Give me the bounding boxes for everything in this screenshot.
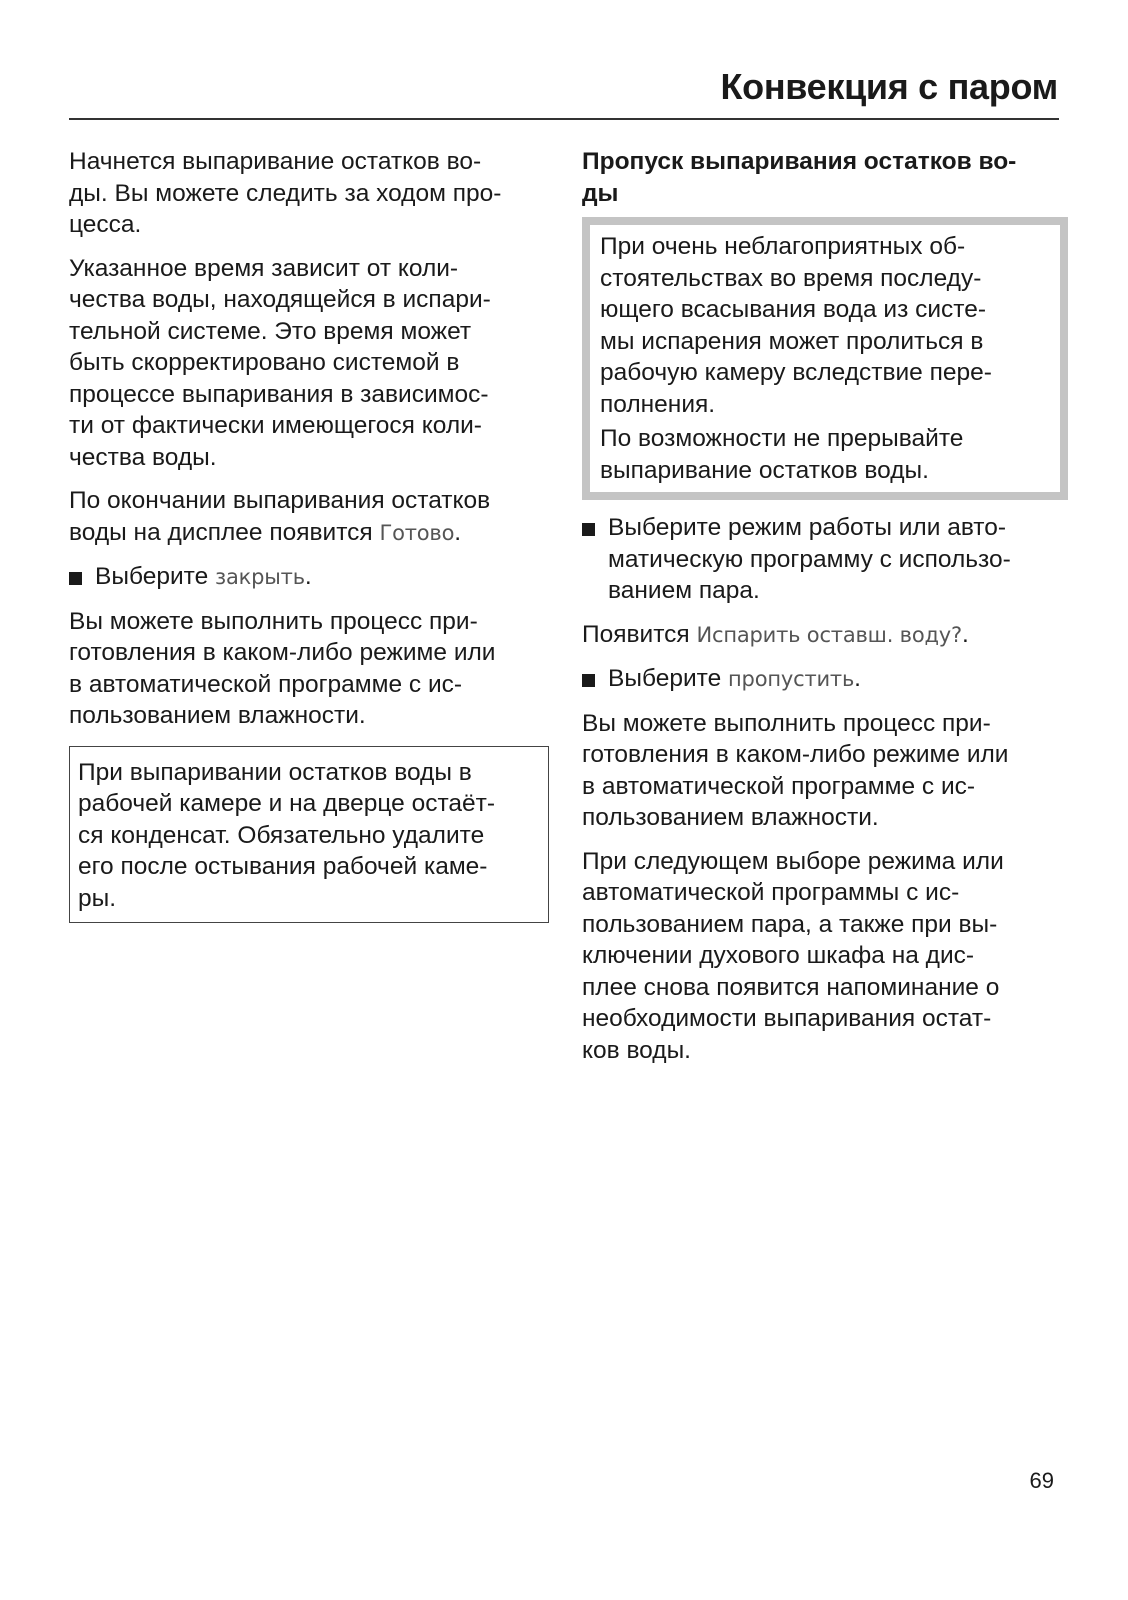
text-line: Указанное время зависит от коли- (69, 254, 459, 282)
paragraph-time-info (69, 253, 549, 474)
text-line: в автоматической программе с ис- (582, 772, 976, 800)
text-line: Начнется выпаривание остатков во- (69, 148, 482, 175)
text-line: необходимости выпаривания остат- (582, 1005, 992, 1032)
paragraph-evaporation-start (69, 146, 549, 241)
page-number: 69 (1029, 1468, 1054, 1493)
instruction-step-close (69, 561, 549, 594)
condensate-note-box (69, 746, 549, 924)
text-line: При выпаривании остатков воды в (78, 758, 472, 786)
text-line: стоятельствах во время последу- (600, 264, 982, 292)
display-text-evaporate-prompt: Испарить оставш. воду? (696, 622, 962, 647)
text-fragment: воды на дисплее появится (69, 518, 380, 546)
text-line: При очень неблагоприятных об- (600, 233, 966, 260)
left-column (69, 146, 549, 923)
text-line: Выберите режим работы или авто- (608, 514, 1007, 541)
text-line: рабочей камере и на дверце остаёт- (78, 790, 496, 817)
text-line: рабочую камеру вследствие пере- (600, 359, 992, 386)
square-bullet-icon (582, 674, 595, 687)
text-fragment: . (961, 620, 969, 648)
text-line: При следующем выборе режима или (582, 847, 1004, 875)
text-line: плее снова появится напоминание о (582, 973, 1000, 1001)
text-fragment: . (854, 665, 861, 692)
text-fragment: . (454, 518, 462, 546)
paragraph-prompt-appears (582, 619, 1068, 652)
paragraph-reminder (582, 846, 1068, 1067)
text-line: ков воды. (582, 1036, 691, 1064)
display-text-done: Готово (379, 520, 455, 545)
text-line: его после остывания рабочей каме- (78, 853, 488, 880)
text-line: автоматической программы с ис- (582, 879, 960, 906)
text-fragment: . (304, 563, 312, 590)
text-line: пользованием влажности. (582, 804, 879, 831)
paragraph-cooking-options (69, 606, 549, 732)
text-line: ванием пара. (608, 577, 760, 604)
text-line: тельной системе. Это время может (69, 317, 472, 345)
text-line: матическую программу с использо- (608, 545, 1011, 573)
overflow-warning-box (582, 217, 1068, 500)
warning-paragraph (600, 423, 1050, 486)
square-bullet-icon (69, 572, 82, 585)
text-line: цесса. (69, 211, 142, 238)
text-line: ры. (78, 884, 117, 912)
text-line: пользованием пара, а также при вы- (582, 910, 998, 938)
warning-paragraph (600, 231, 1050, 420)
text-line: По окончании выпаривания остатков (69, 487, 491, 514)
display-text-close: закрыть (215, 565, 305, 589)
text-line: По возможности не прерывайте (600, 425, 964, 452)
text-line: Вы можете выполнить процесс при- (69, 607, 478, 635)
text-line: ющего всасывания вода из систе- (600, 296, 987, 323)
square-bullet-icon (582, 523, 595, 536)
text-line: быть скорректировано системой в (69, 349, 460, 376)
text-line: ды. Вы можете следить за ходом про- (69, 179, 502, 207)
paragraph-cooking-options (582, 708, 1068, 834)
text-line: пользованием влажности. (69, 702, 366, 729)
text-line: полнения. (600, 390, 716, 418)
display-text-skip: пропустить (728, 667, 855, 691)
text-fragment: Выберите (95, 563, 216, 590)
text-line: чества воды, находящейся в испари- (69, 286, 491, 313)
right-column (582, 146, 1068, 1078)
text-line: чества воды. (69, 443, 217, 471)
text-line (69, 517, 549, 550)
text-line: готовления в каком-либо режиме или (69, 639, 496, 666)
text-line: ся конденсат. Обязательно удалите (78, 821, 485, 849)
text-fragment: Выберите (608, 665, 729, 692)
text-line: ти от фактически имеющегося коли- (69, 412, 482, 439)
paragraph-completion (69, 485, 549, 549)
instruction-step-skip (582, 663, 1068, 696)
page-title: Конвекция с паром (720, 66, 1058, 107)
heading-line: Пропуск выпаривания остатков во- (582, 148, 1017, 175)
text-line: в автоматической программе с ис- (69, 670, 463, 698)
instruction-step-select-mode (582, 512, 1068, 607)
text-line: процессе выпаривания в зависимос- (69, 380, 489, 408)
section-heading-skip-evaporation (582, 146, 1068, 209)
text-line: готовления в каком-либо режиме или (582, 741, 1009, 768)
text-line: выпаривание остатков воды. (600, 456, 929, 484)
header-divider (69, 118, 1059, 120)
text-line: Вы можете выполнить процесс при- (582, 709, 991, 737)
text-line: ключении духового шкафа на дис- (582, 942, 975, 969)
text-line: мы испарения может пролиться в (600, 327, 984, 355)
heading-line: ды (582, 179, 619, 207)
text-fragment: Появится (582, 620, 697, 648)
